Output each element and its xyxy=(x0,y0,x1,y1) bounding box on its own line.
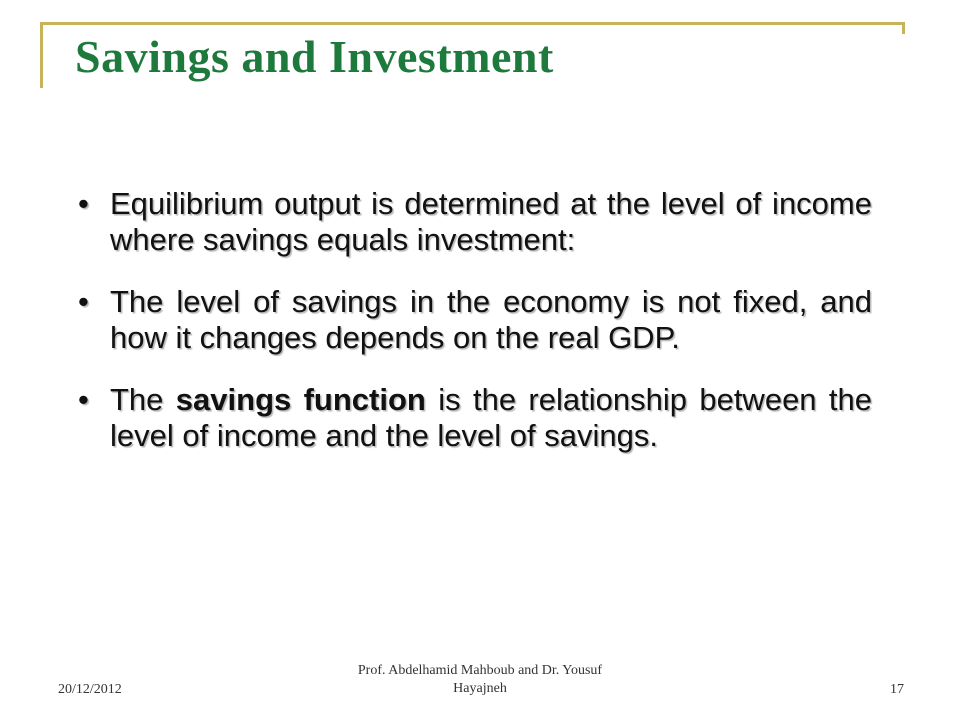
footer-page-number: 17 xyxy=(890,682,904,697)
bullet-text-post: is the relationship between the level of income and the level of savings. xyxy=(110,382,873,453)
footer-author-line1: Prof. Abdelhamid Mahboub and Dr. Yousuf xyxy=(357,663,603,678)
bullet-list xyxy=(72,186,872,480)
slide-title: Savings and Investment xyxy=(75,31,554,82)
footer-author xyxy=(300,662,660,698)
bullet-item xyxy=(72,382,872,454)
decorative-rule-end xyxy=(902,22,905,34)
bullet-item xyxy=(72,284,872,356)
bullet-text: Equilibrium output is determined at the level of income where savings equals investment: xyxy=(110,186,872,257)
decorative-top-rule xyxy=(40,22,904,25)
bullet-dot-icon: • xyxy=(78,382,89,417)
footer-author-line2: Hayajneh xyxy=(453,681,507,696)
footer-date: 20/12/2012 xyxy=(58,682,122,697)
bullet-term-bold: savings function xyxy=(175,382,426,417)
bullet-dot-icon: • xyxy=(78,284,89,319)
bullet-text-pre: The xyxy=(110,382,176,417)
bullet-text: The level of savings in the economy is not fixed, and how it changes depends on the real GDP. xyxy=(110,284,872,355)
bullet-item xyxy=(72,186,872,258)
decorative-left-rule xyxy=(40,22,43,88)
bullet-dot-icon: • xyxy=(78,186,89,221)
